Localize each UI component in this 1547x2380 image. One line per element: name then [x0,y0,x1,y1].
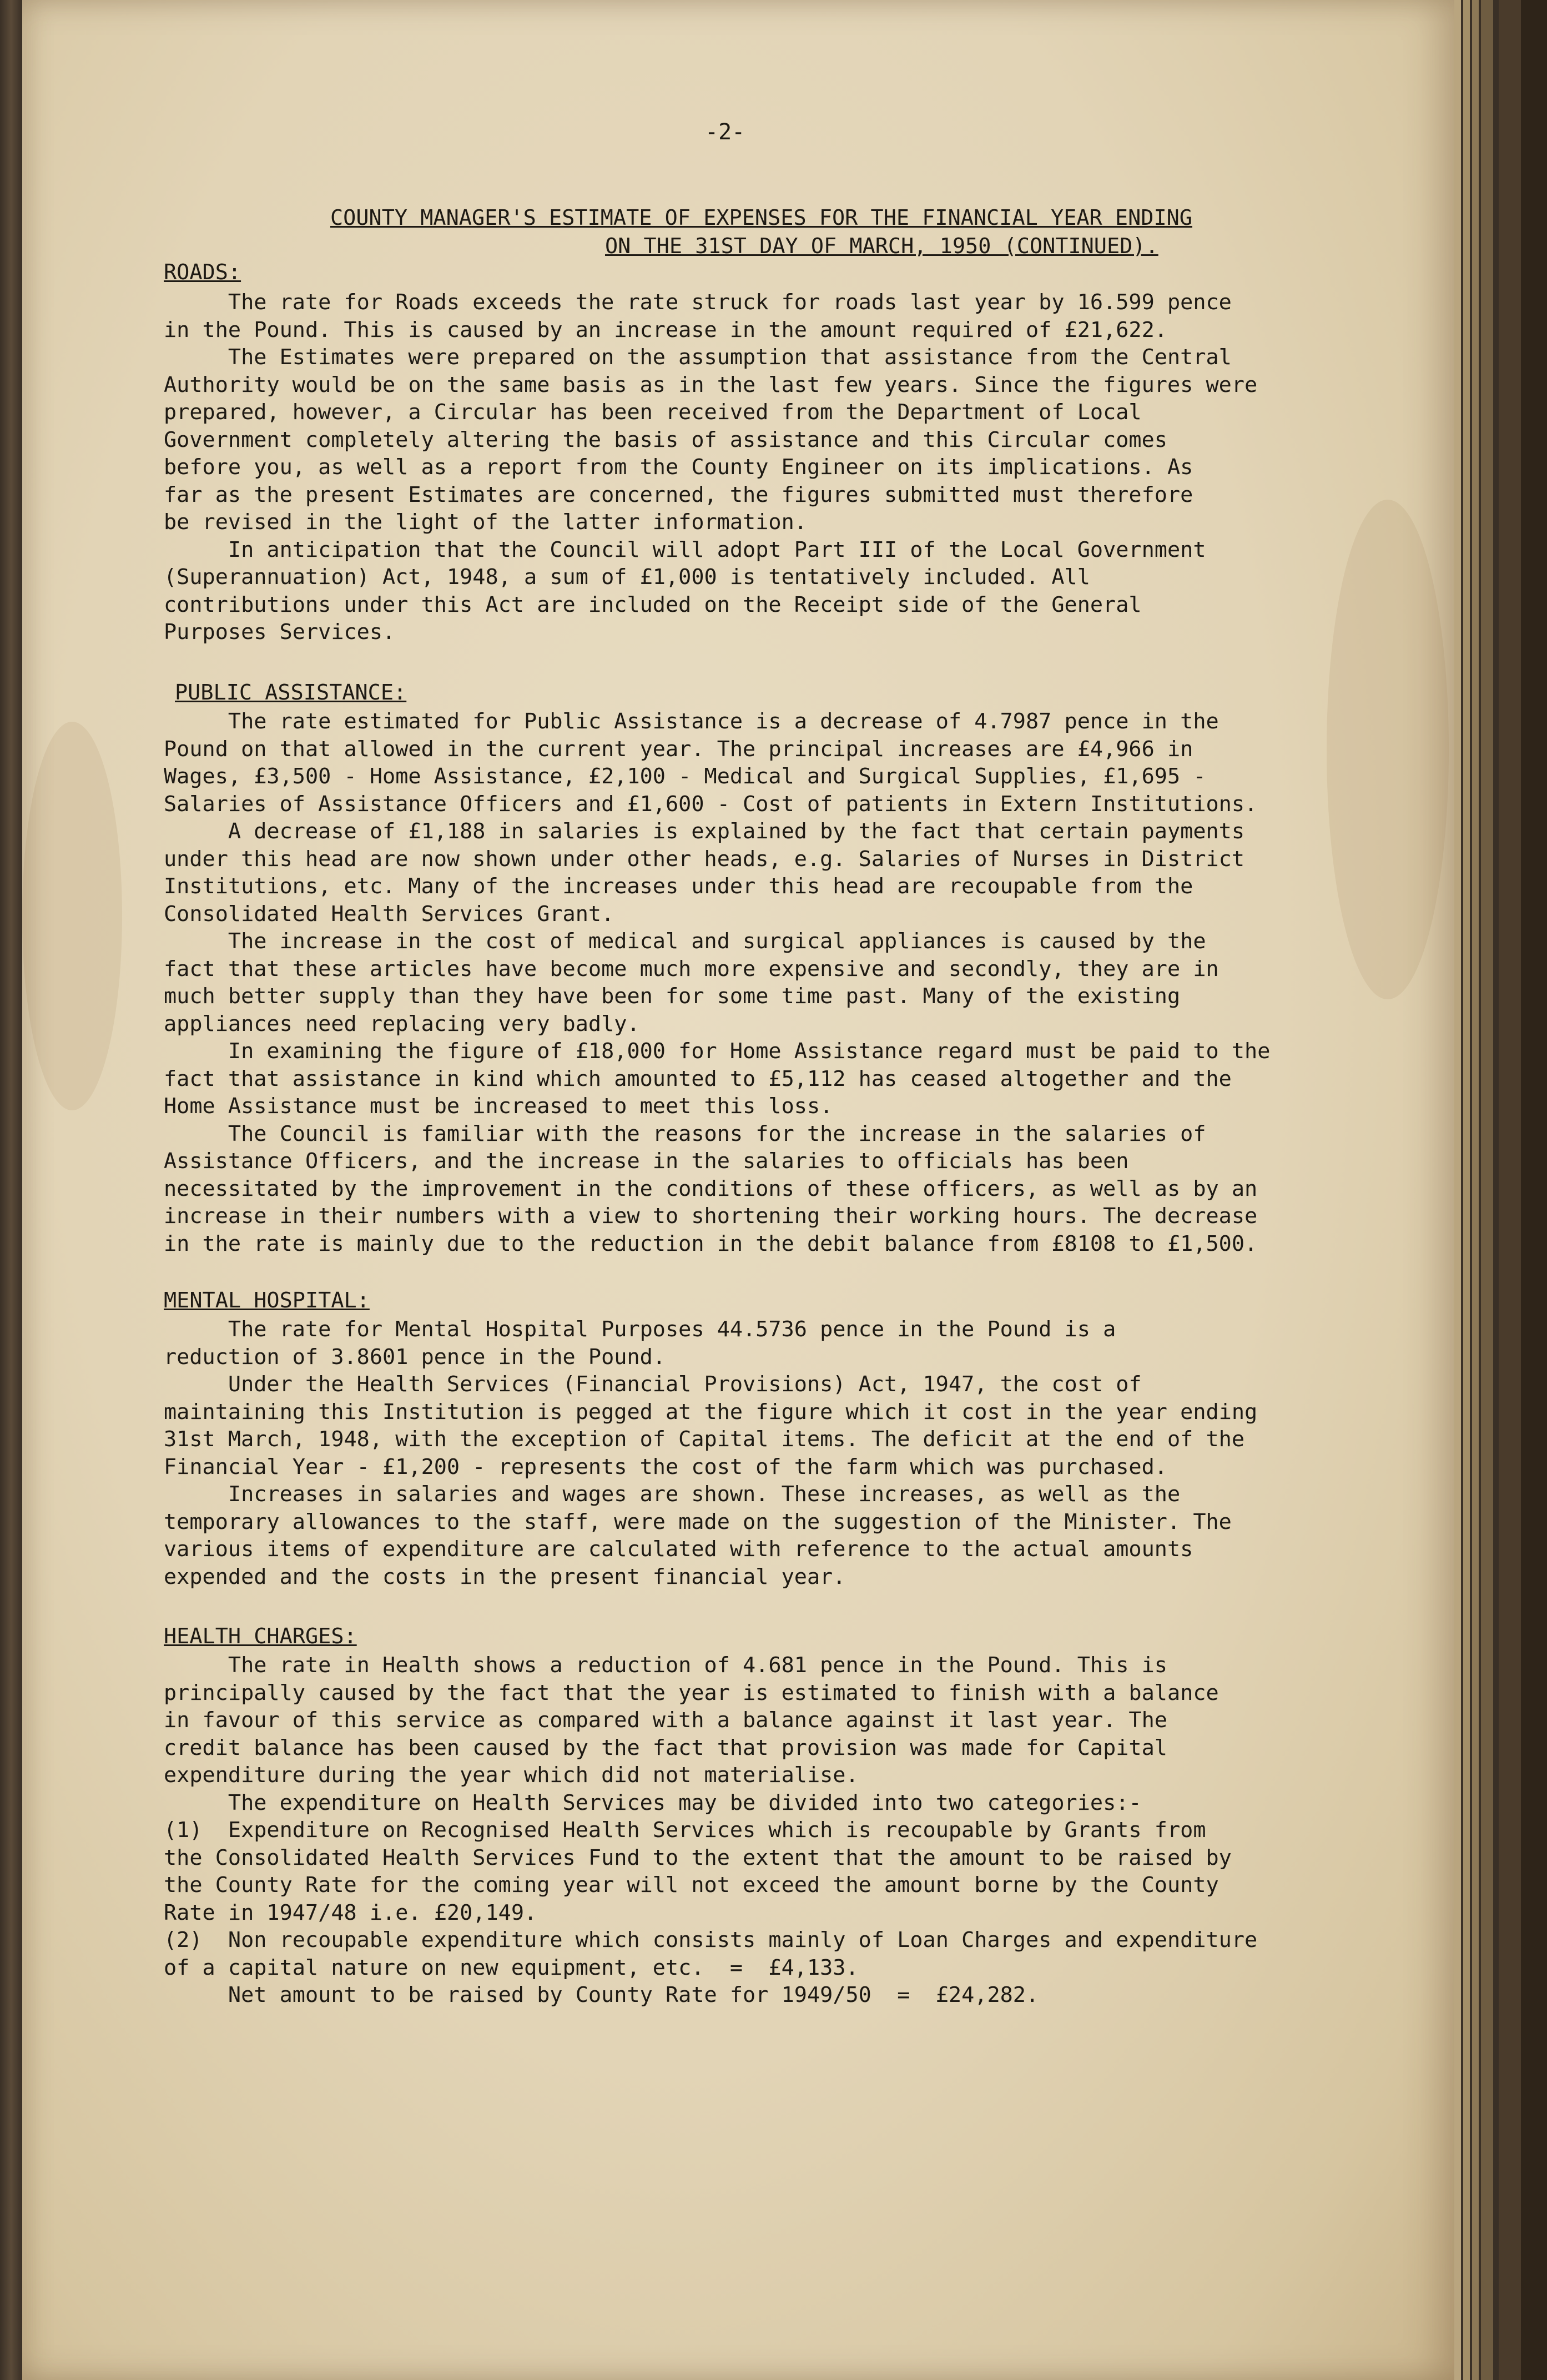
text-line: in the rate is mainly due to the reduction in the debit balance from £8108 to £1,500. [164,1231,1258,1256]
text-line: Purposes Services. [164,620,396,645]
text-line: In anticipation that the Council will adopt Part III of the Local Government [164,537,1206,562]
text-line: Increases in salaries and wages are shown. These increases, as well as the [164,1482,1181,1507]
section-body-health-charges [164,1652,1385,2009]
text-line: Salaries of Assistance Officers and £1,600 - Cost of patients in Extern Institutions. [164,791,1258,817]
text-line: Under the Health Services (Financial Provisions) Act, 1947, the cost of [164,1372,1142,1397]
text-line: credit balance has been caused by the fact that provision was made for Capital [164,1735,1167,1760]
text-line: Rate in 1947/48 i.e. £20,149. [164,1900,537,1925]
text-line: under this head are now shown under other heads, e.g. Salaries of Nurses in District [164,846,1245,872]
section-heading-mental-hospital: MENTAL HOSPITAL: [164,1288,370,1313]
text-line: The expenditure on Health Services may be divided into two categories:- [164,1790,1142,1815]
text-line: before you, as well as a report from the County Engineer on its implications. As [164,455,1193,480]
text-line: fact that these articles have become much more expensive and secondly, they are in [164,956,1219,982]
text-line: The Council is familiar with the reasons for the increase in the salaries of [164,1121,1206,1146]
text-line: contributions under this Act are included on the Receipt side of the General [164,592,1142,617]
text-line: be revised in the light of the latter information. [164,510,807,535]
page-number: -2- [705,119,745,145]
text-line: reduction of 3.8601 pence in the Pound. [164,1344,666,1370]
text-line: appliances need replacing very badly. [164,1011,640,1036]
text-line: temporary allowances to the staff, were made on the suggestion of the Minister. The [164,1509,1232,1534]
text-line: Institutions, etc. Many of the increases under this head are recoupable from the [164,874,1193,899]
text-line: the County Rate for the coming year will not exceed the amount borne by the County [164,1873,1219,1898]
page-edge [1472,0,1479,2380]
text-line: of a capital nature on new equipment, etc. = £4,133. [164,1955,859,1980]
text-line: Pound on that allowed in the current year. The principal increases are £4,966 in [164,736,1193,762]
text-line: 31st March, 1948, with the exception of Capital items. The deficit at the end of the [164,1427,1245,1452]
text-line: (2) Non recoupable expenditure which consists mainly of Loan Charges and expenditure [164,1928,1258,1953]
text-line: Government completely altering the basis of assistance and this Circular comes [164,427,1167,452]
text-line: far as the present Estimates are concerned, the figures submitted must therefore [164,482,1193,507]
section-heading-roads: ROADS: [164,260,241,285]
text-line: The Estimates were prepared on the assumption that assistance from the Central [164,345,1232,370]
text-line: Assistance Officers, and the increase in the salaries to officials has been [164,1149,1129,1174]
text-line: maintaining this Institution is pegged at the figure which it cost in the year ending [164,1399,1258,1425]
text-line: the Consolidated Health Services Fund to the extent that the amount to be raised by [164,1845,1232,1870]
page-edge [1454,0,1461,2380]
text-line: various items of expenditure are calculated with reference to the actual amounts [164,1537,1193,1562]
book-spine [1521,0,1547,2380]
book-spine [1499,0,1521,2380]
document-title-line-1: COUNTY MANAGER'S ESTIMATE OF EXPENSES FOR THE FINANCIAL YEAR ENDING [330,205,1192,230]
text-line: in favour of this service as compared with a balance against it last year. The [164,1708,1167,1733]
text-line: The rate for Mental Hospital Purposes 44.5736 pence in the Pound is a [164,1317,1116,1342]
text-line: increase in their numbers with a view to shortening their working hours. The decrease [164,1204,1258,1229]
text-line: Financial Year - £1,200 - represents the cost of the farm which was purchased. [164,1454,1167,1480]
text-line: expended and the costs in the present financial year. [164,1564,846,1589]
text-line: expenditure during the year which did not materialise. [164,1763,859,1788]
text-line: The rate for Roads exceeds the rate struck for roads last year by 16.599 pence [164,290,1232,315]
page-edge [1463,0,1470,2380]
document-title-line-2: ON THE 31ST DAY OF MARCH, 1950 (CONTINUED). [605,234,1158,259]
section-heading-health-charges: HEALTH CHARGES: [164,1624,357,1649]
page-edge [1481,0,1493,2380]
section-heading-public-assistance: PUBLIC ASSISTANCE: [175,680,407,705]
text-line: Consolidated Health Services Grant. [164,901,614,927]
text-line: prepared, however, a Circular has been received from the Department of Local [164,400,1142,425]
text-line: Net amount to be raised by County Rate for 1949/50 = £24,282. [164,1983,1039,2007]
text-line: in the Pound. This is caused by an increase in the amount required of £21,622. [164,317,1167,343]
page-stain [22,722,122,1110]
section-body-roads [164,289,1385,646]
text-line: The increase in the cost of medical and surgical appliances is caused by the [164,929,1206,954]
section-body-mental-hospital [164,1316,1385,1591]
text-line: The rate estimated for Public Assistance is a decrease of 4.7987 pence in the [164,709,1219,734]
section-body-public-assistance [164,708,1385,1257]
text-line: Home Assistance must be increased to meet this loss. [164,1094,833,1119]
text-line: fact that assistance in kind which amounted to £5,112 has ceased altogether and the [164,1066,1232,1091]
text-line: A decrease of £1,188 in salaries is explained by the fact that certain payments [164,819,1245,844]
text-line: (1) Expenditure on Recognised Health Services which is recoupable by Grants from [164,1818,1206,1843]
text-line: necessitated by the improvement in the conditions of these officers, as well as by an [164,1176,1258,1201]
text-line: The rate in Health shows a reduction of 4.681 pence in the Pound. This is [164,1653,1167,1678]
text-line: principally caused by the fact that the year is estimated to finish with a balance [164,1680,1219,1705]
text-line: (Superannuation) Act, 1948, a sum of £1,000 is tentatively included. All [164,565,1090,590]
text-line: much better supply than they have been for some time past. Many of the existing [164,984,1181,1009]
text-line: In examining the figure of £18,000 for Home Assistance regard must be paid to the [164,1039,1271,1064]
text-line: Authority would be on the same basis as in the last few years. Since the figures were [164,372,1258,397]
text-line: Wages, £3,500 - Home Assistance, £2,100 - Medical and Surgical Supplies, £1,695 - [164,764,1206,789]
